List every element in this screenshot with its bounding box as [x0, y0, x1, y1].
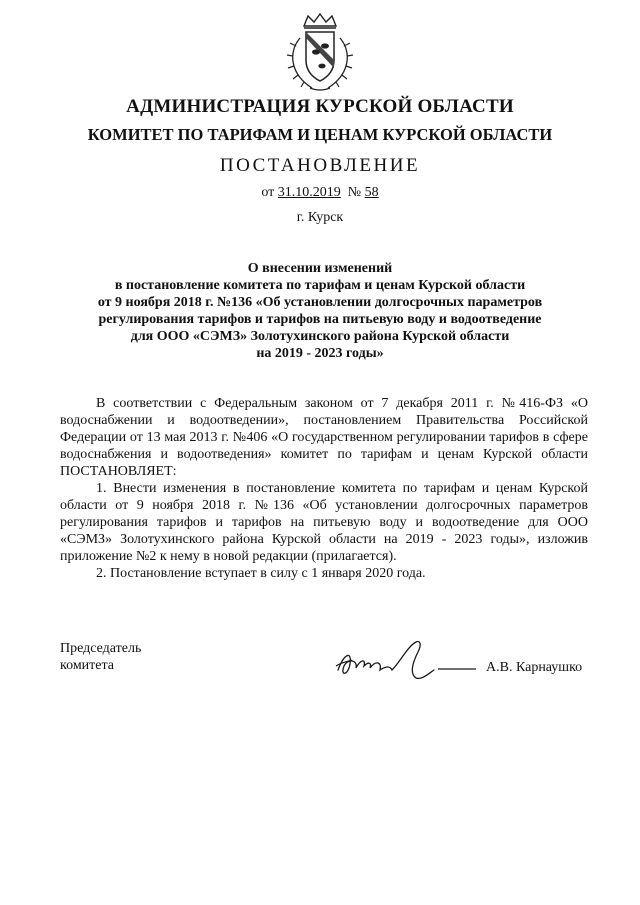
- title-line: на 2019 - 2023 годы»: [256, 346, 384, 361]
- handwritten-signature-icon: [330, 636, 480, 686]
- city: г. Курск: [296, 210, 344, 225]
- number-prefix: №: [347, 185, 362, 200]
- organization-title: АДМИНИСТРАЦИЯ КУРСКОЙ ОБЛАСТИ: [126, 96, 514, 117]
- coat-of-arms-icon: [282, 12, 358, 94]
- document-number: 58: [364, 185, 379, 200]
- document-date: 31.10.2019: [277, 185, 341, 200]
- title-line: в постановление комитета по тарифам и ценам Курской области: [114, 278, 526, 293]
- signatory-name: А.В. Карнаушко: [486, 660, 583, 675]
- signatory-position: [60, 640, 141, 674]
- title-line: от 9 ноября 2018 г. №136 «Об установлении долгосрочных параметров: [97, 295, 543, 310]
- document-body: [60, 395, 588, 582]
- committee-title: КОМИТЕТ ПО ТАРИФАМ И ЦЕНАМ КУРСКОЙ ОБЛАСТИ: [87, 125, 553, 144]
- title-line: регулирования тарифов и тарифов на питьевую воду и водоотведение: [98, 312, 542, 327]
- title-line: О внесении изменений: [247, 261, 393, 276]
- title-line: для ООО «СЭМЗ» Золотухинского района Курской области: [130, 329, 510, 344]
- document-type: ПОСТАНОВЛЕНИЕ: [219, 155, 421, 176]
- body-paragraph-item-1: 1. Внести изменения в постановление комитета по тарифам и ценам Курской области от 9 ноября 2018 г. №136 «Об установлении долгосрочных параметров регулирования тарифов и тарифов на питьевую воду и водоотведение для ООО «СЭМЗ» Золотухинского района Курской области на 2019 - 2023 годы», изложив приложение №2 к нему в новой редакции (прилагается).: [60, 481, 588, 564]
- position-line: Председатель: [60, 641, 142, 656]
- date-number-line: [0, 185, 640, 201]
- body-paragraph-preamble: В соответствии с Федеральным законом от 7 декабря 2011 г. №416-ФЗ «О водоснабжении и водоотведении», постановлением Правительства Российской Федерации от 13 мая 2013 г. №406 «О государственном регулировании тарифов в сфере водоснабжения и водоотведения» комитет по тарифам и ценам Курской области ПОСТАНОВЛЯЕТ:: [60, 396, 588, 479]
- date-prefix: от: [261, 185, 275, 200]
- document-title: [60, 260, 580, 362]
- position-line: комитета: [60, 658, 115, 673]
- body-paragraph-item-2: 2. Постановление вступает в силу с 1 января 2020 года.: [96, 566, 426, 581]
